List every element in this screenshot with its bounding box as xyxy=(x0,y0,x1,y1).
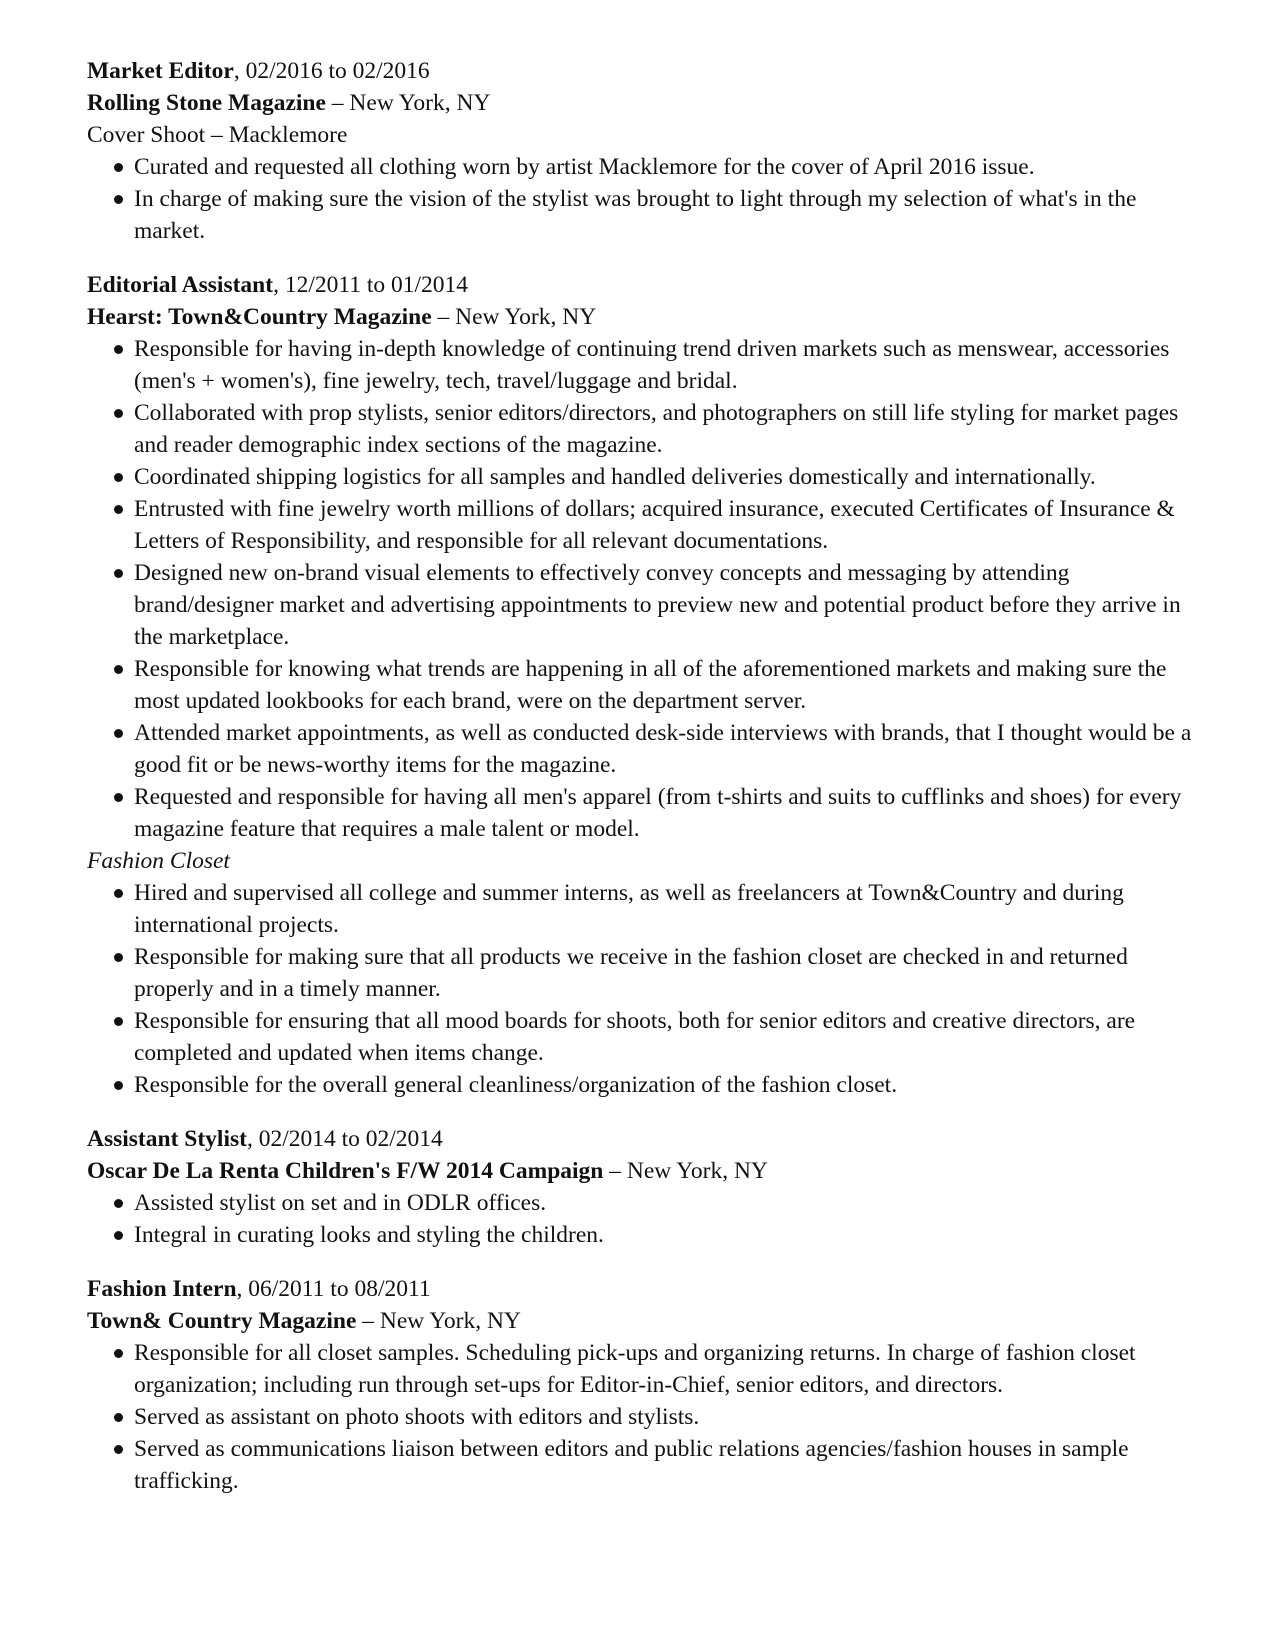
bullet-text: Responsible for the overall general cleanliness/organization of the fashion closet. xyxy=(134,1072,898,1098)
bullet-icon xyxy=(114,1231,123,1240)
section-subheading: Fashion Closet xyxy=(87,848,230,874)
bullet-item xyxy=(87,151,1197,183)
employer-line xyxy=(87,87,1197,119)
bullet-text: Requested and responsible for having all men's apparel (from t-shirts and suits to cufflinks and shoes) for every magazine feature that requires a male talent or model. xyxy=(134,784,1182,842)
job-title: Fashion Intern xyxy=(87,1276,237,1302)
bullet-icon xyxy=(114,473,123,482)
job-subtitle: Cover Shoot – Macklemore xyxy=(87,122,348,148)
bullet-item xyxy=(87,1433,1197,1497)
bullet-list xyxy=(87,333,1197,845)
employer-location: – New York, NY xyxy=(325,90,491,116)
bullet-text: Responsible for knowing what trends are happening in all of the aforementioned markets and making sure the most updated lookbooks for each brand, were on the department server. xyxy=(134,656,1167,714)
bullet-icon xyxy=(114,889,123,898)
job-dates: , 06/2011 to 08/2011 xyxy=(236,1276,431,1302)
bullet-item xyxy=(87,1219,1197,1251)
bullet-text: In charge of making sure the vision of the stylist was brought to light through my selection of what's in the market. xyxy=(134,186,1137,244)
employer-name: Rolling Stone Magazine xyxy=(87,90,326,116)
bullet-text: Served as communications liaison between editors and public relations agencies/fashion houses in sample trafficking. xyxy=(134,1436,1129,1494)
bullet-icon xyxy=(114,1017,123,1026)
bullet-list xyxy=(87,1337,1197,1497)
job-title: Market Editor xyxy=(87,58,234,84)
bullet-text: Responsible for making sure that all products we receive in the fashion closet are checked in and returned properly and in a timely manner. xyxy=(134,944,1128,1002)
bullet-text: Responsible for having in-depth knowledge of continuing trend driven markets such as menswear, accessories (men's + women's), fine jewelry, tech, travel/luggage and bridal. xyxy=(134,336,1170,394)
bullet-text: Entrusted with fine jewelry worth millions of dollars; acquired insurance, executed Certificates of Insurance & Letters of Responsibility, and responsible for all relevant documentations. xyxy=(134,496,1175,554)
job-heading xyxy=(87,55,1197,87)
job-heading xyxy=(87,269,1197,301)
employer-location: – New York, NY xyxy=(603,1158,768,1184)
job-dates: , 12/2011 to 01/2014 xyxy=(273,272,469,298)
bullet-icon xyxy=(114,1081,123,1090)
bullet-text: Integral in curating looks and styling the children. xyxy=(134,1222,604,1248)
bullet-icon xyxy=(114,409,123,418)
bullet-list xyxy=(87,1187,1197,1251)
job-heading xyxy=(87,1123,1197,1155)
bullet-icon xyxy=(114,1445,123,1454)
bullet-text: Collaborated with prop stylists, senior editors/directors, and photographers on still life styling for market pages and reader demographic index sections of the magazine. xyxy=(134,400,1179,458)
bullet-text: Hired and supervised all college and summer interns, as well as freelancers at Town&Country and during international projects. xyxy=(134,880,1124,938)
job-title: Editorial Assistant xyxy=(87,272,274,298)
bullet-icon xyxy=(114,729,123,738)
bullet-item xyxy=(87,1401,1197,1433)
bullet-icon xyxy=(114,505,123,514)
employer-location: – New York, NY xyxy=(431,304,597,330)
bullet-list xyxy=(87,151,1197,247)
bullet-item xyxy=(87,557,1197,653)
bullet-text: Responsible for ensuring that all mood boards for shoots, both for senior editors and creative directors, are completed and updated when items change. xyxy=(134,1008,1136,1066)
bullet-item xyxy=(87,183,1197,247)
employer-line xyxy=(87,1305,1197,1337)
bullet-item xyxy=(87,1337,1197,1401)
bullet-item xyxy=(87,941,1197,1005)
job-entry-market-editor xyxy=(87,55,1197,247)
job-entry-editorial-assistant xyxy=(87,269,1197,1101)
bullet-item xyxy=(87,397,1197,461)
bullet-icon xyxy=(114,953,123,962)
bullet-text: Served as assistant on photo shoots with editors and stylists. xyxy=(134,1404,700,1430)
bullet-text: Designed new on-brand visual elements to effectively convey concepts and messaging by attending brand/designer market and advertising appointments to preview new and potential product before they arrive in the marketplace. xyxy=(134,560,1181,650)
bullet-text: Coordinated shipping logistics for all samples and handled deliveries domestically and internationally. xyxy=(134,464,1096,490)
bullet-icon xyxy=(114,195,123,204)
employer-name: Oscar De La Renta Children's F/W 2014 Campaign xyxy=(87,1158,604,1184)
employer-name: Town& Country Magazine xyxy=(87,1308,357,1334)
bullet-text: Curated and requested all clothing worn by artist Macklemore for the cover of April 2016 issue. xyxy=(134,154,1035,180)
job-heading xyxy=(87,1273,1197,1305)
bullet-icon xyxy=(114,665,123,674)
employer-location: – New York, NY xyxy=(356,1308,521,1334)
bullet-icon xyxy=(114,1349,123,1358)
bullet-icon xyxy=(114,569,123,578)
bullet-item xyxy=(87,653,1197,717)
bullet-item xyxy=(87,493,1197,557)
bullet-item xyxy=(87,1187,1197,1219)
bullet-item xyxy=(87,461,1197,493)
bullet-icon xyxy=(114,163,123,172)
bullet-icon xyxy=(114,345,123,354)
resume-page xyxy=(87,55,1197,1519)
job-dates: , 02/2014 to 02/2014 xyxy=(246,1126,443,1152)
bullet-icon xyxy=(114,1199,123,1208)
bullet-text: Attended market appointments, as well as conducted desk-side interviews with brands, that I thought would be a good fit or be news-worthy items for the magazine. xyxy=(134,720,1192,778)
employer-name: Hearst: Town&Country Magazine xyxy=(87,304,432,330)
bullet-item xyxy=(87,333,1197,397)
bullet-item xyxy=(87,717,1197,781)
bullet-item xyxy=(87,1005,1197,1069)
bullet-text: Assisted stylist on set and in ODLR offices. xyxy=(134,1190,547,1216)
bullet-item xyxy=(87,1069,1197,1101)
bullet-item xyxy=(87,877,1197,941)
bullet-icon xyxy=(114,793,123,802)
job-entry-fashion-intern xyxy=(87,1273,1197,1497)
bullet-item xyxy=(87,781,1197,845)
employer-line xyxy=(87,1155,1197,1187)
job-dates: , 02/2016 to 02/2016 xyxy=(233,58,430,84)
bullet-list xyxy=(87,877,1197,1101)
bullet-icon xyxy=(114,1413,123,1422)
bullet-text: Responsible for all closet samples. Scheduling pick-ups and organizing returns. In charge of fashion closet organization; including run through set-ups for Editor-in-Chief, senior editors, and directors. xyxy=(134,1340,1136,1398)
job-title: Assistant Stylist xyxy=(87,1126,247,1152)
job-entry-assistant-stylist xyxy=(87,1123,1197,1251)
employer-line xyxy=(87,301,1197,333)
